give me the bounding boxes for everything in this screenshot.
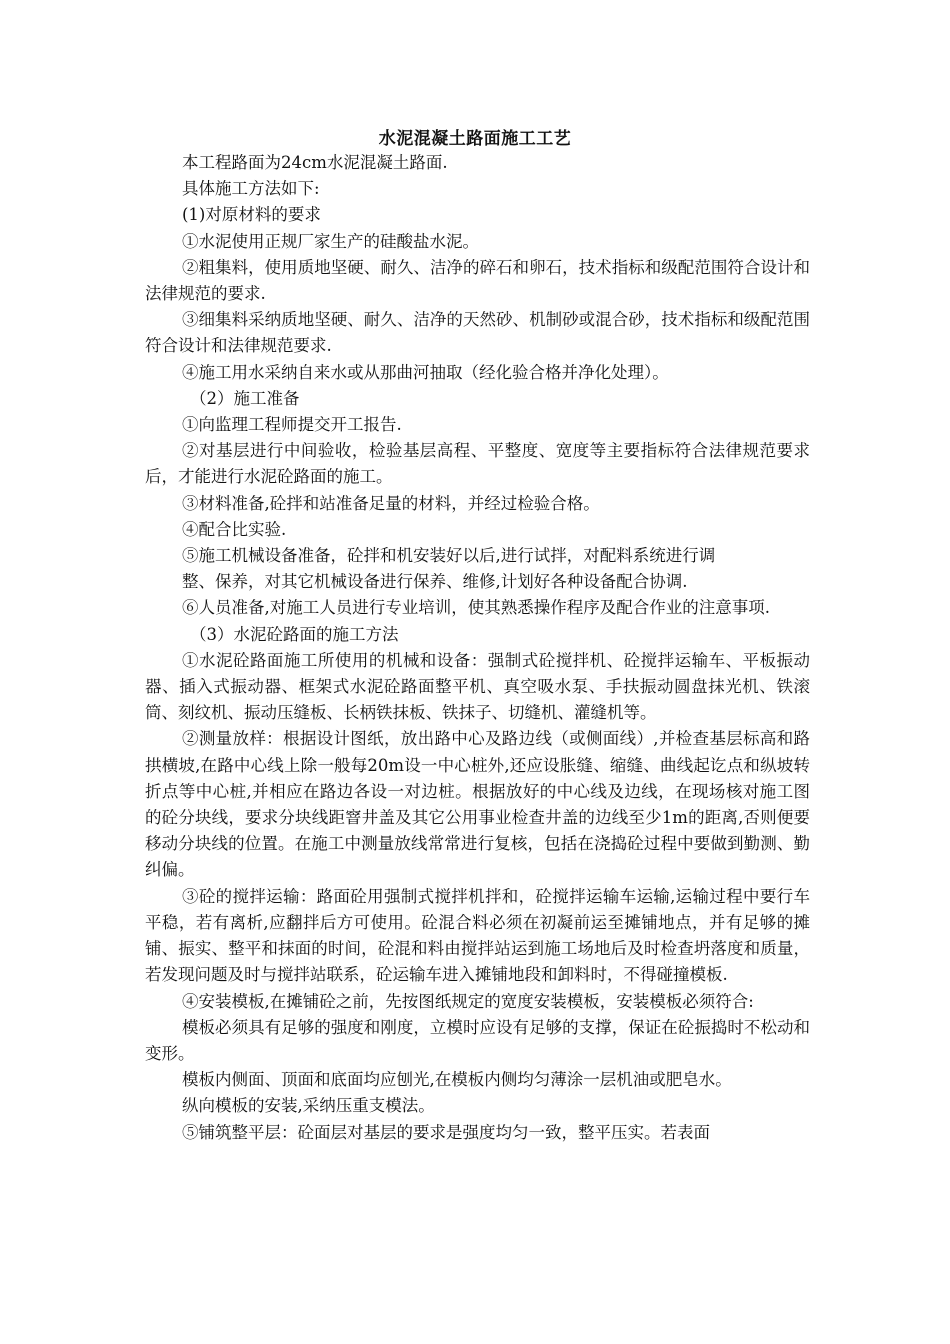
paragraph: ①水泥使用正规厂家生产的硅酸盐水泥。	[182, 231, 479, 251]
section-heading: (1)对原材料的要求	[182, 205, 321, 225]
paragraph: ③材料准备,砼拌和站准备足量的材料，并经过检验合格。	[182, 493, 600, 513]
paragraph: ②粗集料，使用质地坚硬、耐久、洁净的碎石和卵石，技术指标和级配范围符合设计和法律规范的要求.	[145, 257, 810, 304]
paragraph: ⑥人员准备,对施工人员进行专业培训，使其熟悉操作程序及配合作业的注意事项.	[182, 598, 770, 618]
paragraph: ④施工用水采纳自来水或从那曲河抽取（经化验合格并净化处理）。	[182, 362, 669, 382]
paragraph: 模板内侧面、顶面和底面均应刨光,在模板内侧均匀薄涂一层机油或肥皂水。	[182, 1070, 732, 1090]
document-title: 水泥混凝土路面施工工艺	[378, 129, 572, 149]
paragraph: 本工程路面为24cm水泥混凝土路面.	[182, 153, 448, 172]
paragraph: 纵向模板的安装,采纳压重支模法。	[182, 1096, 435, 1116]
paragraph: ①水泥砼路面施工所使用的机械和设备：强制式砼搅拌机、砼搅拌运输车、平板振动器、插入式振动器、框架式水泥砼路面整平机、真空吸水泵、手扶振动圆盘抹光机、铁滚筒、刻纹机、振动压缝板、长柄铁抹板、铁抹子、切缝机、灌缝机等。	[145, 650, 810, 723]
paragraph: ④安装模板,在摊铺砼之前，先按图纸规定的宽度安装模板，安装模板必须符合:	[182, 991, 754, 1011]
section-heading: （3）水泥砼路面的施工方法	[190, 624, 399, 644]
paragraph: 模板必须具有足够的强度和刚度，立模时应设有足够的支撑，保证在砼振捣时不松动和变形。	[145, 1017, 810, 1063]
paragraph: ⑤铺筑整平层：砼面层对基层的要求是强度均匀一致，整平压实。若表面	[182, 1122, 710, 1142]
paragraph: 整、保养，对其它机械设备进行保养、维修,计划好各种设备配合协调.	[182, 572, 688, 592]
paragraph: ②测量放样：根据设计图纸，放出路中心及路边线（或侧面线）,并检查基层标高和路拱横坡,在路中心线上除一般每20m设一中心桩外,还应设胀缝、缩缝、曲线起讫点和纵坡转折点等中心桩,并相应在路边各设一对边桩。根据放好的中心线及边线，在现场核对施工图的砼分块线，要求分块线距窨井盖及其它公用事业检查井盖的边线至少1m的距离,否则便要移动分块线的位置。在施工中测量放线常常进行复核，包括在浇捣砼过程中要做到勤测、勤纠偏。	[145, 729, 810, 880]
section-heading: （2）施工准备	[190, 388, 300, 408]
paragraph: 具体施工方法如下:	[182, 179, 320, 199]
document-body	[145, 150, 810, 1146]
paragraph: ③砼的搅拌运输：路面砼用强制式搅拌机拌和，砼搅拌运输车运输,运输过程中要行车平稳，若有离析,应翻拌后方可使用。砼混合料必须在初凝前运至摊铺地点，并有足够的摊铺、振实、整平和抹面的时间，砼混和料由搅拌站运到施工场地后及时检查坍落度和质量，若发现问题及时与搅拌站联系，砼运输车进入摊铺地段和卸料时，不得碰撞模板.	[145, 886, 810, 985]
paragraph: ③细集料采纳质地坚硬、耐久、洁净的天然砂、机制砂或混合砂，技术指标和级配范围符合设计和法律规范要求.	[145, 310, 810, 356]
paragraph: ②对基层进行中间验收，检验基层高程、平整度、宽度等主要指标符合法律规范要求后，才能进行水泥砼路面的施工。	[145, 441, 810, 487]
paragraph: ①向监理工程师提交开工报告.	[182, 415, 402, 435]
paragraph: ⑤施工机械设备准备，砼拌和机安装好以后,进行试拌，对配料系统进行调	[182, 546, 716, 566]
paragraph: ④配合比实验.	[182, 519, 287, 539]
